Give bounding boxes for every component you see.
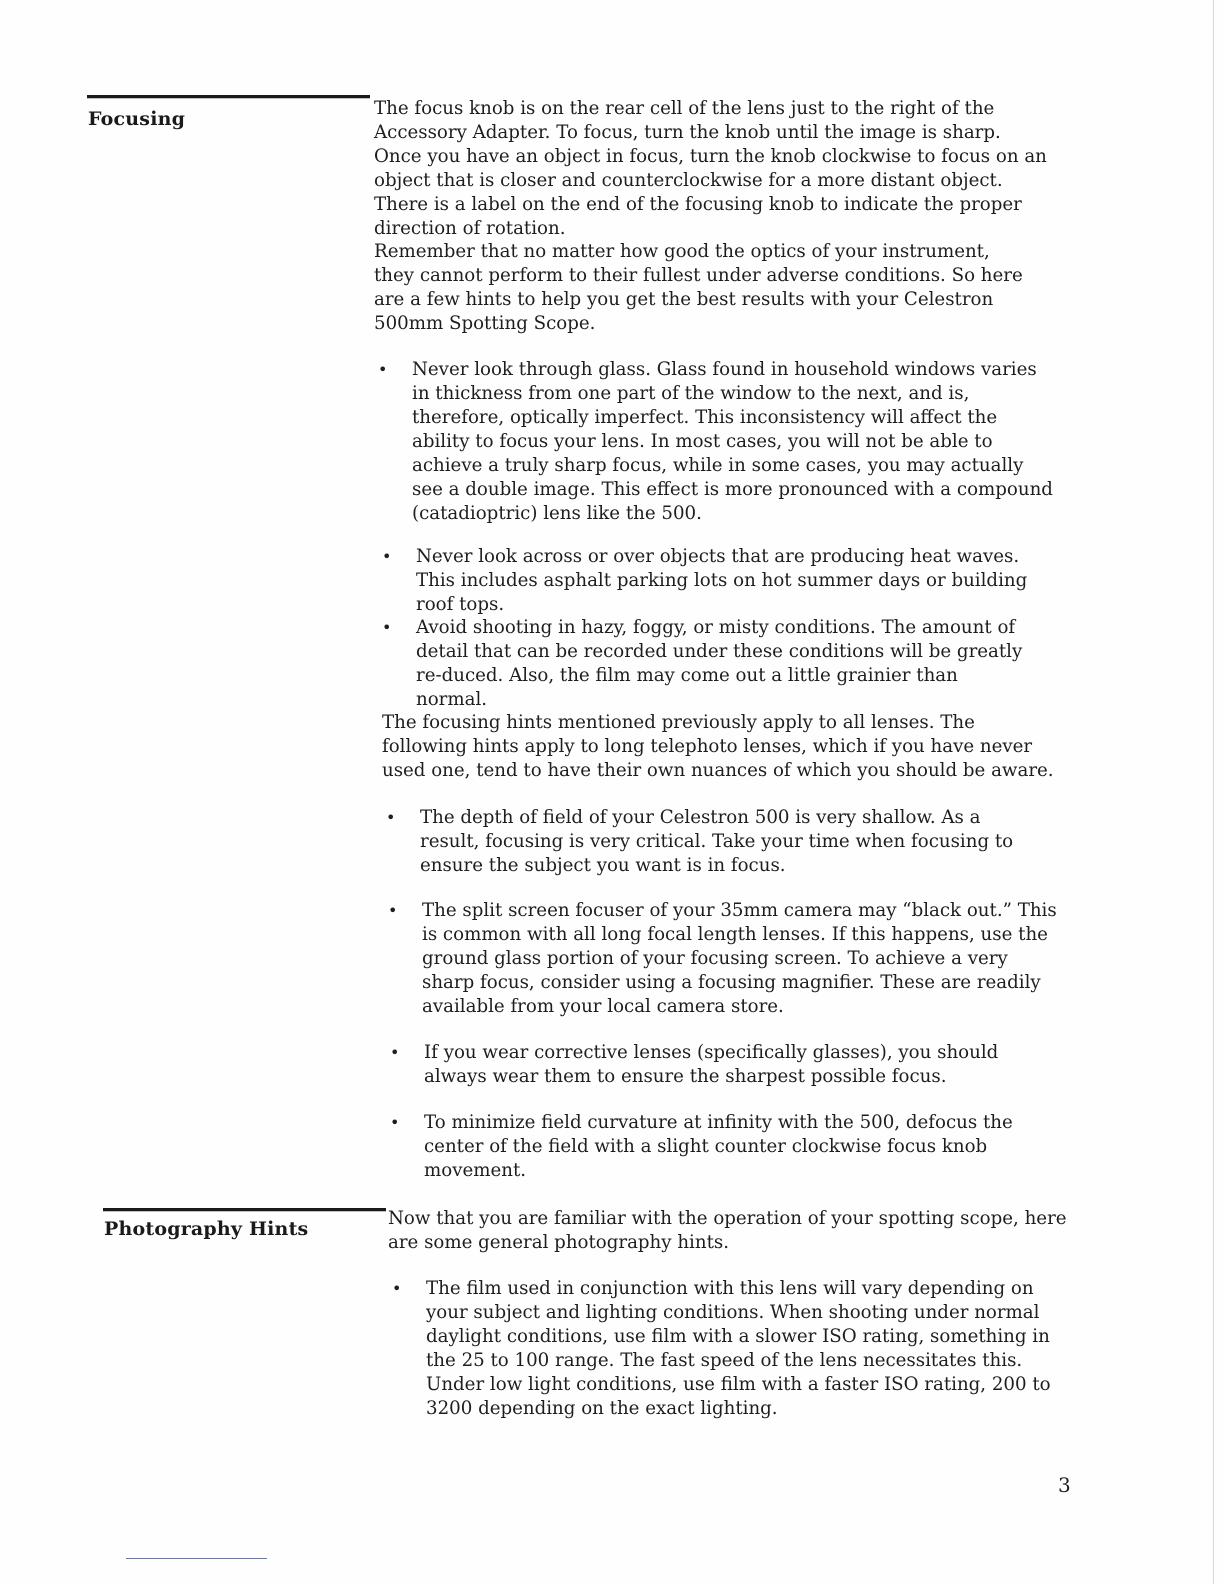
- bullet-icon: •: [392, 1279, 402, 1298]
- telephoto-hint-1: [382, 806, 1042, 878]
- focusing-rule: [87, 95, 370, 98]
- focus-hint-text: Avoid shooting in hazy, foggy, or misty conditions. The amount of detail that can be recorded under these conditions will be greatly re-duced. Also, the film may come out a little grainier than normal.: [416, 617, 1023, 710]
- list-item: [382, 806, 1042, 878]
- telephoto-hint-2: [384, 899, 1058, 1019]
- list-item: [378, 545, 1054, 617]
- list-item: [384, 899, 1058, 1019]
- bullet-icon: •: [390, 1113, 400, 1132]
- photography-rule: [103, 1208, 386, 1211]
- bullet-icon: •: [378, 360, 388, 379]
- telephoto-intro-block: [382, 711, 1058, 783]
- telephoto-hint-text: The depth of field of your Celestron 500 is very shallow. As a result, focusing is very critical. Take your time when focusing to ensure the subject you want is in focus.: [420, 807, 1014, 876]
- bottom-scan-mark: [126, 1558, 267, 1559]
- photography-hint-1: [388, 1277, 1064, 1421]
- list-item: [388, 1277, 1064, 1421]
- photography-intro-block: [388, 1207, 1074, 1255]
- focusing-heading: Focusing: [88, 108, 186, 130]
- photography-hint-text: The film used in conjunction with this lens will vary depending on your subject and lighting conditions. When shooting under normal daylight conditions, use film with a slower ISO rating, something in the 25 to 100 range. The fast speed of the lens necessitates this. Under low light conditions, use film with a faster ISO rating, 200 to 3200 depending on the exact lighting.: [426, 1278, 1051, 1419]
- telephoto-hint-text: To minimize field curvature at infinity with the 500, defocus the center of the field with a slight counter clockwise focus knob movement.: [424, 1112, 1013, 1181]
- telephoto-hint-4: [386, 1111, 1076, 1183]
- bullet-icon: •: [386, 808, 396, 827]
- bullet-icon: •: [382, 547, 392, 566]
- telephoto-intro-paragraph: The focusing hints mentioned previously apply to all lenses. The following hints apply to long telephoto lenses, which if you have never used one, tend to have their own nuances of which you should be aware.: [382, 712, 1054, 781]
- bullet-icon: •: [390, 1043, 400, 1062]
- bullet-icon: •: [388, 901, 398, 920]
- photography-heading: Photography Hints: [104, 1218, 309, 1240]
- focus-hint-text: Never look through glass. Glass found in household windows varies in thickness from one part of the window to the next, and is, therefore, optically imperfect. This inconsistency will affect the ability to focus your lens. In most cases, you will not be able to achieve a truly sharp focus, while in some cases, you may actually see a double image. This effect is more pronounced with a compound (catadioptric) lens like the 500.: [412, 359, 1053, 524]
- focus-hint-1: [374, 358, 1054, 526]
- photography-intro-paragraph: Now that you are familiar with the operation of your spotting scope, here are some general photography hints.: [388, 1208, 1067, 1253]
- page-number: 3: [1058, 1473, 1071, 1497]
- list-item: [374, 358, 1054, 526]
- list-item: [378, 616, 1028, 712]
- focus-hint-text: Never look across or over objects that are producing heat waves. This includes asphalt parking lots on hot summer days or building roof tops.: [416, 546, 1028, 615]
- focusing-intro-block: [374, 97, 1054, 241]
- focusing-intro-paragraph: The focus knob is on the rear cell of the lens just to the right of the Accessory Adapter. To focus, turn the knob until the image is sharp. Once you have an object in focus, turn the knob clockwise to focus on an object that is closer and counterclockwise for a more distant object. There is a label on the end of the focusing knob to indicate the proper direction of rotation.: [374, 98, 1047, 239]
- list-item: [386, 1111, 1076, 1183]
- bullet-icon: •: [382, 618, 392, 637]
- list-item: [386, 1041, 1046, 1089]
- focus-hint-3: [378, 616, 1028, 712]
- scan-edge: [1213, 0, 1214, 1584]
- telephoto-hint-3: [386, 1041, 1046, 1089]
- remember-paragraph: Remember that no matter how good the optics of your instrument, they cannot perform to their fullest under adverse conditions. So here are a few hints to help you get the best results with your Celestron 500mm Spotting Scope.: [374, 241, 1023, 334]
- remember-block: [374, 240, 1034, 336]
- focus-hint-2: [378, 545, 1054, 617]
- telephoto-hint-text: The split screen focuser of your 35mm camera may “black out.” This is common with all long focal length lenses. If this happens, use the ground glass portion of your focusing screen. To achieve a very sharp focus, consider using a focusing magnifier. These are readily available from your local camera store.: [422, 900, 1057, 1017]
- telephoto-hint-text: If you wear corrective lenses (specifically glasses), you should always wear them to ensure the sharpest possible focus.: [424, 1042, 999, 1087]
